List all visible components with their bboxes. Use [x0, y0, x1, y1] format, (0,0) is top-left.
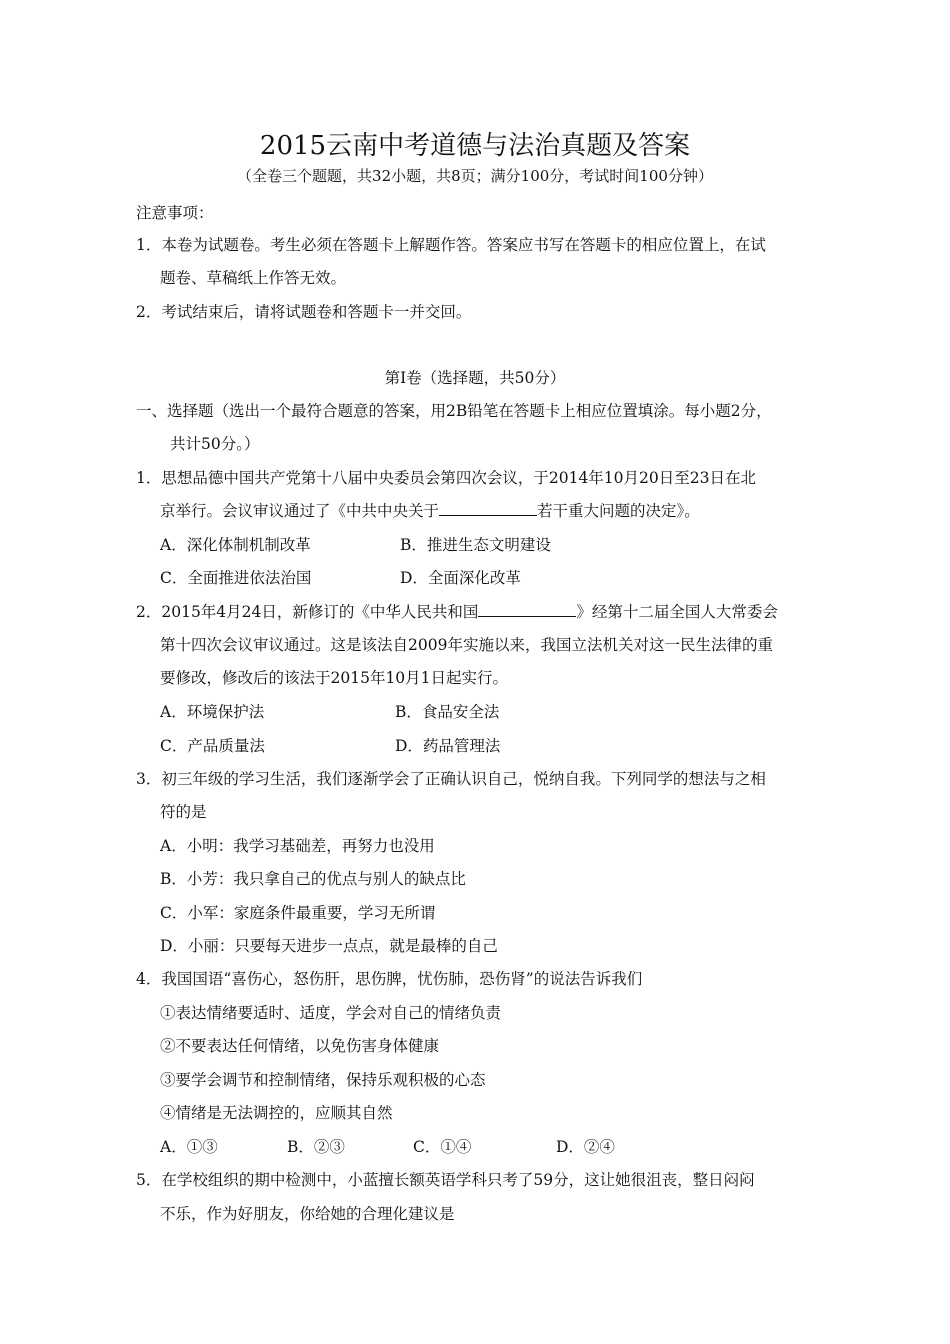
q4-option-d: D．②④: [556, 1138, 615, 1156]
q3-option-d: D．小丽：只要每天进步一点点，就是最棒的自己: [160, 937, 498, 955]
q1-option-c: C．全面推进依法治国: [160, 569, 312, 587]
q1-stem-cont: [160, 501, 700, 521]
q4-statement-4: ④情绪是无法调控的，应顺其自然: [160, 1104, 393, 1122]
notice-item-1: 1．本卷为试题卷。考生必须在答题卡上解题作答。答案应书写在答题卡的相应位置上，在试: [136, 236, 766, 254]
q2-stem: [136, 602, 778, 622]
document-subtitle: （全卷三个题题，共32小题，共8页；满分100分，考试时间100分钟）: [237, 167, 713, 185]
q1-option-d: D．全面深化改革: [400, 569, 521, 587]
q4-option-c: C．①④: [413, 1138, 472, 1156]
q1-answer-blank: [439, 501, 537, 516]
q4-statement-1: ①表达情绪要适时、适度，学会对自己的情绪负责: [160, 1004, 502, 1022]
q3-stem-cont: 符的是: [160, 803, 207, 821]
q4-option-b: B．②③: [287, 1138, 345, 1156]
q5-stem-cont: 不乐，作为好朋友，你给她的合理化建议是: [160, 1205, 455, 1223]
q4-statement-2: ②不要表达任何情绪，以免伤害身体健康: [160, 1037, 440, 1055]
q2-stem-cont-1: 第十四次会议审议通过。这是该法自2009年实施以来，我国立法机关对这一民生法律的重: [160, 636, 773, 654]
q2-text-b: 》经第十二届全国人大常委会: [576, 603, 778, 621]
q2-answer-blank: [478, 602, 576, 617]
q2-option-d: D．药品管理法: [395, 737, 501, 755]
q3-option-a: A．小明：我学习基础差，再努力也没用: [160, 837, 435, 855]
q1-text-a: 京举行。会议审议通过了《中共中央关于: [160, 502, 440, 520]
section-title: 第Ⅰ卷（选择题，共50分）: [384, 369, 566, 387]
q1-text-b: 若干重大问题的决定》。: [537, 502, 700, 520]
notice-item-1-cont: 题卷、草稿纸上作答无效。: [160, 269, 347, 287]
q2-option-a: A．环境保护法: [160, 703, 265, 721]
q1-stem: 1．思想品德中国共产党第十八届中央委员会第四次会议，于2014年10月20日至23日在北: [136, 469, 756, 487]
q4-option-a: A．①③: [160, 1138, 218, 1156]
part1-instruction: 一、选择题（选出一个最符合题意的答案，用2B铅笔在答题卡上相应位置填涂。每小题2分，: [136, 402, 772, 420]
q5-stem: 5．在学校组织的期中检测中，小蓝擅长额英语学科只考了59分，这让她很沮丧，整日闷闷: [136, 1171, 755, 1189]
q3-option-c: C．小军：家庭条件最重要，学习无所谓: [160, 904, 436, 922]
q4-stem: 4．我国国语“喜伤心，怒伤肝，思伤脾，忧伤肺，恐伤肾”的说法告诉我们: [136, 970, 643, 988]
notice-heading: 注意事项：: [136, 204, 214, 222]
part1-instruction-cont: 共计50分。）: [170, 435, 260, 453]
q2-option-b: B．食品安全法: [395, 703, 500, 721]
q2-text-a: 2．2015年4月24日，新修订的《中华人民共和国: [136, 603, 479, 621]
q3-option-b: B．小芳：我只拿自己的优点与别人的缺点比: [160, 870, 466, 888]
q3-stem: 3．初三年级的学习生活，我们逐渐学会了正确认识自己，悦纳自我。下列同学的想法与之相: [136, 770, 766, 788]
q2-option-c: C．产品质量法: [160, 737, 265, 755]
q2-stem-cont-2: 要修改，修改后的该法于2015年10月1日起实行。: [160, 669, 509, 687]
q1-option-a: A．深化体制机制改革: [160, 536, 311, 554]
q1-option-b: B．推进生态文明建设: [400, 536, 551, 554]
document-title: 2015云南中考道德与法治真题及答案: [259, 131, 691, 161]
q4-statement-3: ③要学会调节和控制情绪，保持乐观积极的心态: [160, 1071, 486, 1089]
notice-item-2: 2．考试结束后，请将试题卷和答题卡一并交回。: [136, 303, 472, 321]
